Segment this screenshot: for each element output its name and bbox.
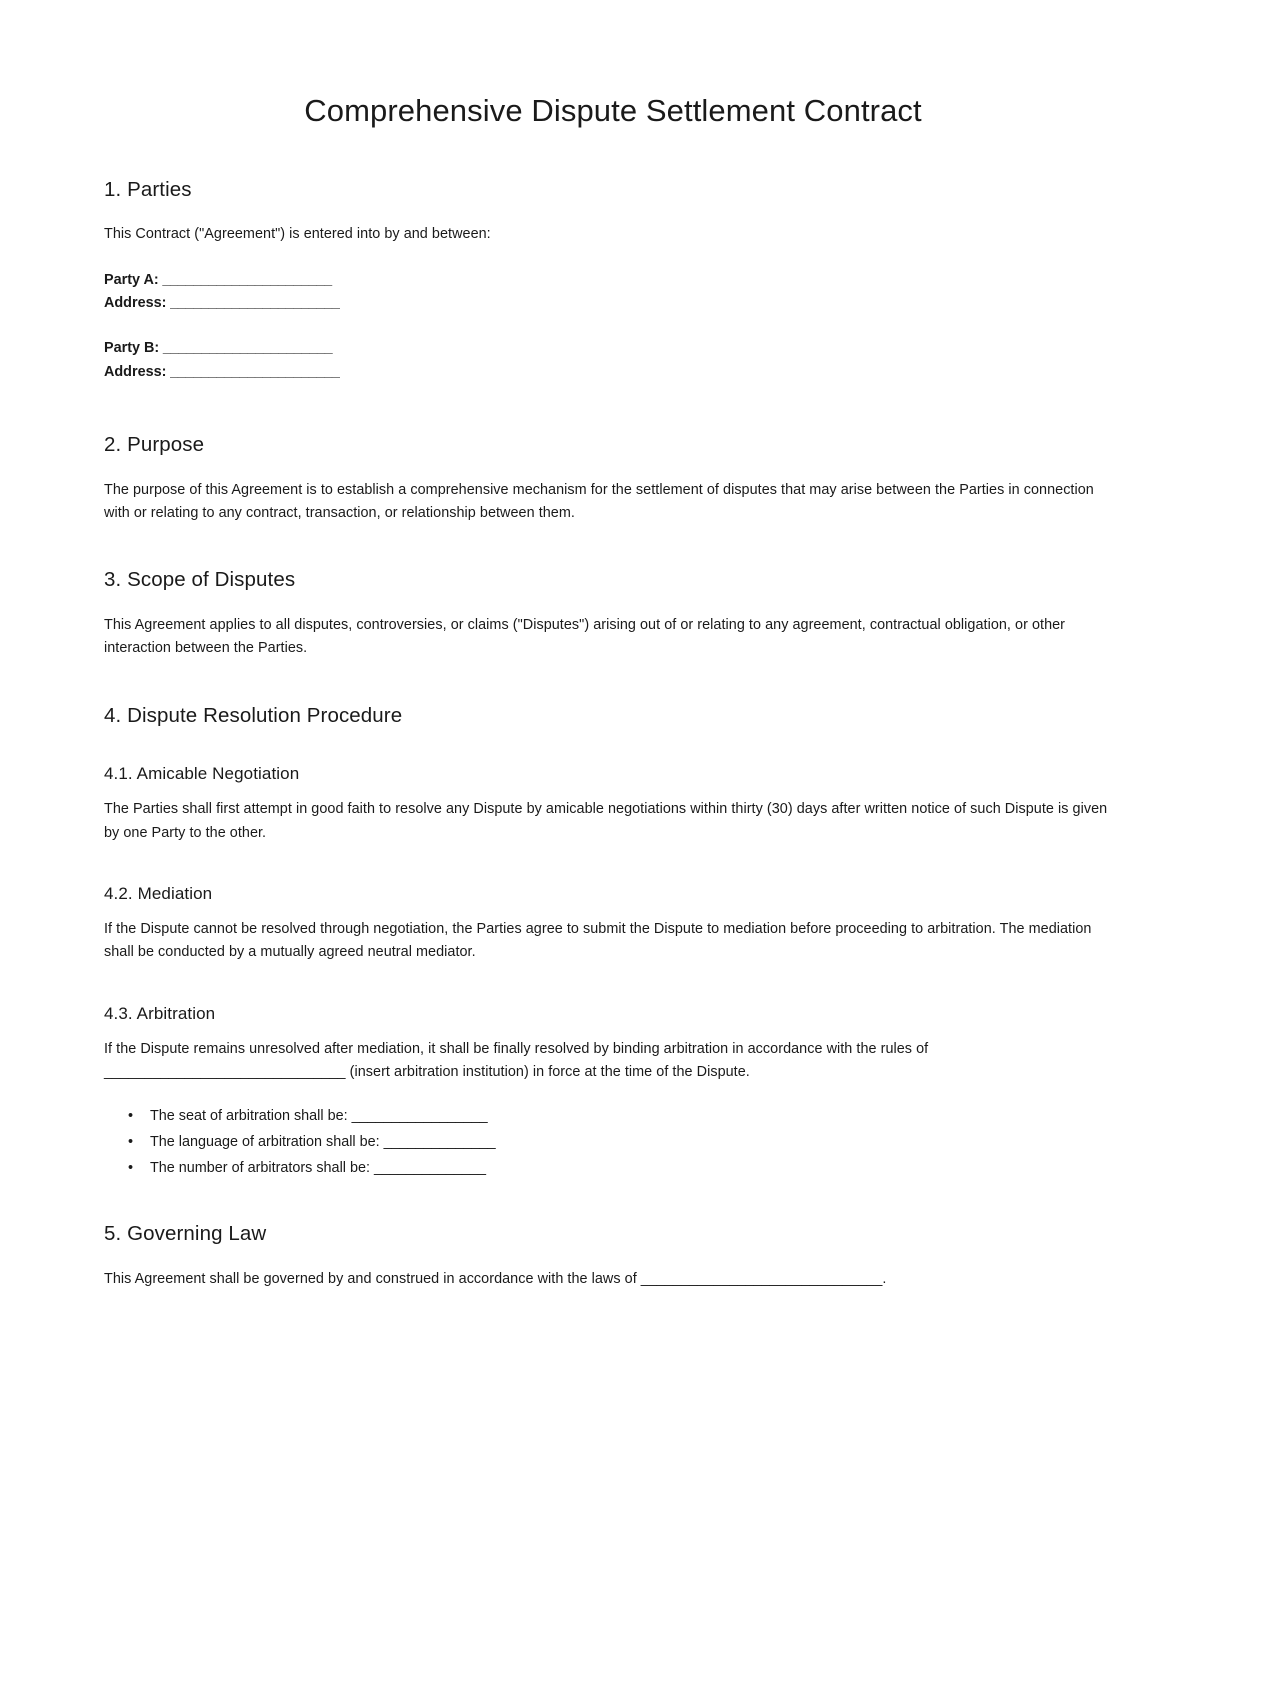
party-b-address-label: Address:: [104, 363, 167, 380]
list-item: [128, 1155, 1122, 1181]
section-heading-parties: 1. Parties: [104, 177, 192, 201]
party-a-block: [104, 269, 1122, 316]
subsection-heading-mediation: 4.2. Mediation: [104, 884, 213, 904]
scope-body-text: This Agreement applies to all disputes, controversies, or claims ("Disputes") arising out of or relating to any agreement, contractual obligation, or other interaction between the Parties.: [104, 616, 1066, 657]
party-b-address-blank-field[interactable]: ______________________: [166, 363, 340, 380]
list-item-label[interactable]: The language of arbitration shall be: ______________: [150, 1133, 496, 1150]
parties-intro-text: This Contract ("Agreement") is entered into by and between:: [104, 226, 491, 243]
list-item-label[interactable]: The seat of arbitration shall be: _________________: [150, 1107, 488, 1124]
section-heading-scope-of-disputes: 3. Scope of Disputes: [104, 568, 296, 592]
party-a-blank-field[interactable]: ______________________: [158, 271, 332, 288]
party-a-address-line: [104, 292, 1122, 315]
section-heading-governing-law: 5. Governing Law: [104, 1222, 267, 1246]
mediation-body-text: If the Dispute cannot be resolved through negotiation, the Parties agree to submit the Dispute to mediation before proceeding to arbitration. The mediation shall be conducted by a mutually agreed neutral mediator.: [104, 921, 1092, 961]
party-a-address-blank-field[interactable]: ______________________: [166, 295, 340, 312]
bullet-icon: •: [128, 1107, 134, 1124]
document-content: [104, 0, 1122, 1291]
party-b-address-line: [104, 361, 1122, 384]
subsection-heading-arbitration: 4.3. Arbitration: [104, 1003, 216, 1023]
party-a-address-label: Address:: [104, 295, 167, 312]
party-b-blank-field[interactable]: ______________________: [159, 340, 333, 357]
party-a-label: Party A:: [104, 271, 159, 288]
party-b-line: [104, 337, 1122, 360]
list-item-label[interactable]: The number of arbitrators shall be: ______________: [150, 1159, 487, 1176]
party-a-line: [104, 269, 1122, 292]
arbitration-body-text: If the Dispute remains unresolved after mediation, it shall be finally resolved by binding arbitration in accordance with the rules of ______________________________ (insert arbitration institution) in force at the time of the Dispute.: [104, 1040, 929, 1081]
section-heading-purpose: 2. Purpose: [104, 433, 205, 457]
party-b-label: Party B:: [104, 340, 160, 357]
party-b-block: [104, 337, 1122, 384]
purpose-body-text: The purpose of this Agreement is to establish a comprehensive mechanism for the settlement of disputes that may arise between the Parties in connection with or relating to any contract, transaction, or relationship between them.: [104, 481, 1094, 521]
governing-law-body-text: This Agreement shall be governed by and construed in accordance with the laws of ______________________________.: [104, 1270, 887, 1287]
bullet-icon: •: [128, 1159, 134, 1176]
section-heading-dispute-resolution-procedure: 4. Dispute Resolution Procedure: [104, 703, 403, 727]
page-title: Comprehensive Dispute Settlement Contract: [304, 93, 922, 128]
negotiation-body-text: The Parties shall first attempt in good faith to resolve any Dispute by amicable negotiations within thirty (30) days after written notice of such Dispute is given by one Party to the other.: [104, 801, 1108, 841]
list-item: [128, 1129, 1122, 1155]
list-item: [128, 1103, 1122, 1129]
bullet-icon: •: [128, 1133, 134, 1150]
subsection-heading-amicable-negotiation: 4.1. Amicable Negotiation: [104, 764, 300, 784]
arbitration-terms-list: [104, 1103, 1122, 1182]
